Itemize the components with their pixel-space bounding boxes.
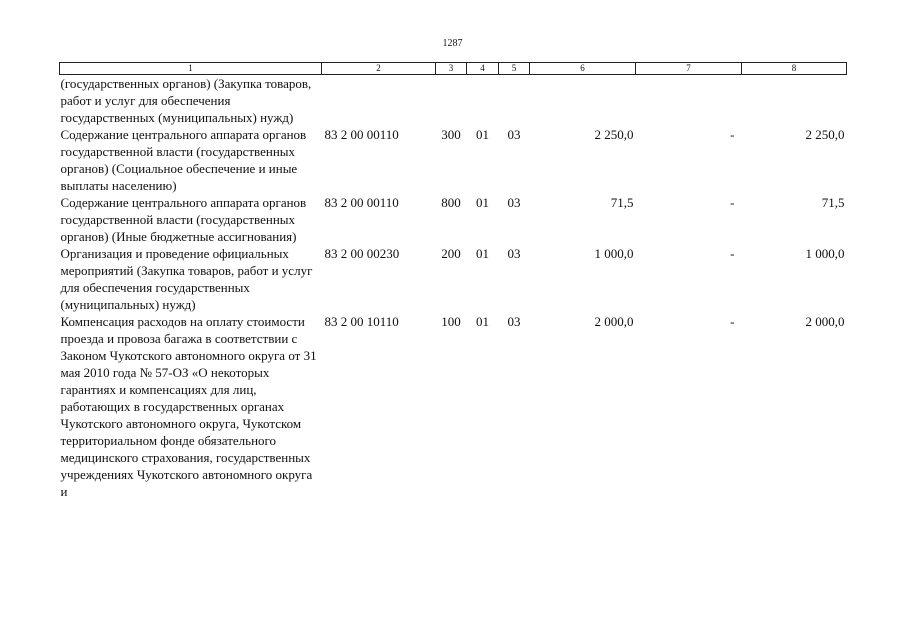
table-row bbox=[60, 245, 847, 313]
expense-type-code: 100 bbox=[441, 314, 461, 329]
target-article-code: 83 2 00 00230 bbox=[324, 246, 400, 261]
column-header: 1 bbox=[60, 63, 322, 75]
section-code: 01 bbox=[476, 314, 489, 329]
section-code bbox=[467, 75, 499, 127]
subsection-code: 03 bbox=[507, 195, 521, 210]
column-header: 2 bbox=[322, 63, 436, 75]
expense-type-code: 300 bbox=[441, 127, 461, 142]
amount-column-8: 2 250,0 bbox=[805, 127, 845, 142]
target-article-code: 83 2 00 00110 bbox=[324, 195, 399, 210]
column-header: 5 bbox=[499, 63, 530, 75]
amount-column-7: - bbox=[730, 246, 735, 261]
section-code: 01 bbox=[476, 246, 489, 261]
expense-type-code bbox=[436, 75, 467, 127]
table-row bbox=[60, 194, 847, 245]
amount-column-7: - bbox=[730, 314, 735, 329]
subsection-code: 03 bbox=[507, 314, 521, 329]
table-row bbox=[60, 75, 847, 127]
amount-column-6: 2 000,0 bbox=[594, 314, 634, 329]
table-row bbox=[60, 126, 847, 194]
amount-column-8 bbox=[742, 75, 847, 127]
column-header: 3 bbox=[436, 63, 467, 75]
amount-column-6: 2 250,0 bbox=[594, 127, 634, 142]
target-article-code: 83 2 00 00110 bbox=[324, 127, 399, 142]
budget-table bbox=[59, 62, 847, 500]
amount-column-6 bbox=[530, 75, 636, 127]
column-header: 8 bbox=[742, 63, 847, 75]
expense-name: Содержание центрального аппарата органов государственной власти (государственных органов) (Социальное обеспечение и иные выплаты населению) bbox=[60, 127, 307, 193]
amount-column-8: 2 000,0 bbox=[805, 314, 845, 329]
section-code: 01 bbox=[476, 195, 489, 210]
table-row bbox=[60, 313, 847, 500]
amount-column-6: 71,5 bbox=[610, 195, 634, 210]
subsection-code: 03 bbox=[507, 127, 521, 142]
expense-type-code: 200 bbox=[441, 246, 461, 261]
column-header: 6 bbox=[530, 63, 636, 75]
target-article-code bbox=[322, 75, 436, 127]
expense-type-code: 800 bbox=[441, 195, 461, 210]
amount-column-7: - bbox=[730, 195, 735, 210]
column-header: 4 bbox=[467, 63, 499, 75]
subsection-code bbox=[499, 75, 530, 127]
amount-column-7 bbox=[636, 75, 742, 127]
header-row bbox=[60, 63, 847, 75]
page-number: 1287 bbox=[442, 38, 463, 49]
expense-name: Организация и проведение официальных мероприятий (Закупка товаров, работ и услуг для обеспечения государственных (муниципальных) нужд) bbox=[60, 246, 313, 312]
amount-column-6: 1 000,0 bbox=[594, 246, 634, 261]
expense-name: Содержание центрального аппарата органов государственной власти (государственных органов) (Иные бюджетные ассигнования) bbox=[60, 195, 307, 244]
expense-name: Компенсация расходов на оплату стоимости проезда и провоза багажа в соответствии с Законом Чукотского автономного округа от 31 мая 2010 года № 57-ОЗ «О некоторых гарантиях и компенсациях для лиц, работающих в государственных органах Чукотского автономного округа, Чукотском территориальном фонде обязательного медицинского страхования, государственных учреждениях Чукотского автономного округа и bbox=[60, 314, 317, 499]
expense-name: (государственных органов) (Закупка товаров, работ и услуг для обеспечения государственных (муниципальных) нужд) bbox=[60, 76, 312, 125]
section-code: 01 bbox=[476, 127, 489, 142]
amount-column-8: 1 000,0 bbox=[805, 246, 845, 261]
column-header: 7 bbox=[636, 63, 742, 75]
amount-column-7: - bbox=[730, 127, 735, 142]
amount-column-8: 71,5 bbox=[821, 195, 845, 210]
target-article-code: 83 2 00 10110 bbox=[324, 314, 399, 329]
subsection-code: 03 bbox=[507, 246, 521, 261]
